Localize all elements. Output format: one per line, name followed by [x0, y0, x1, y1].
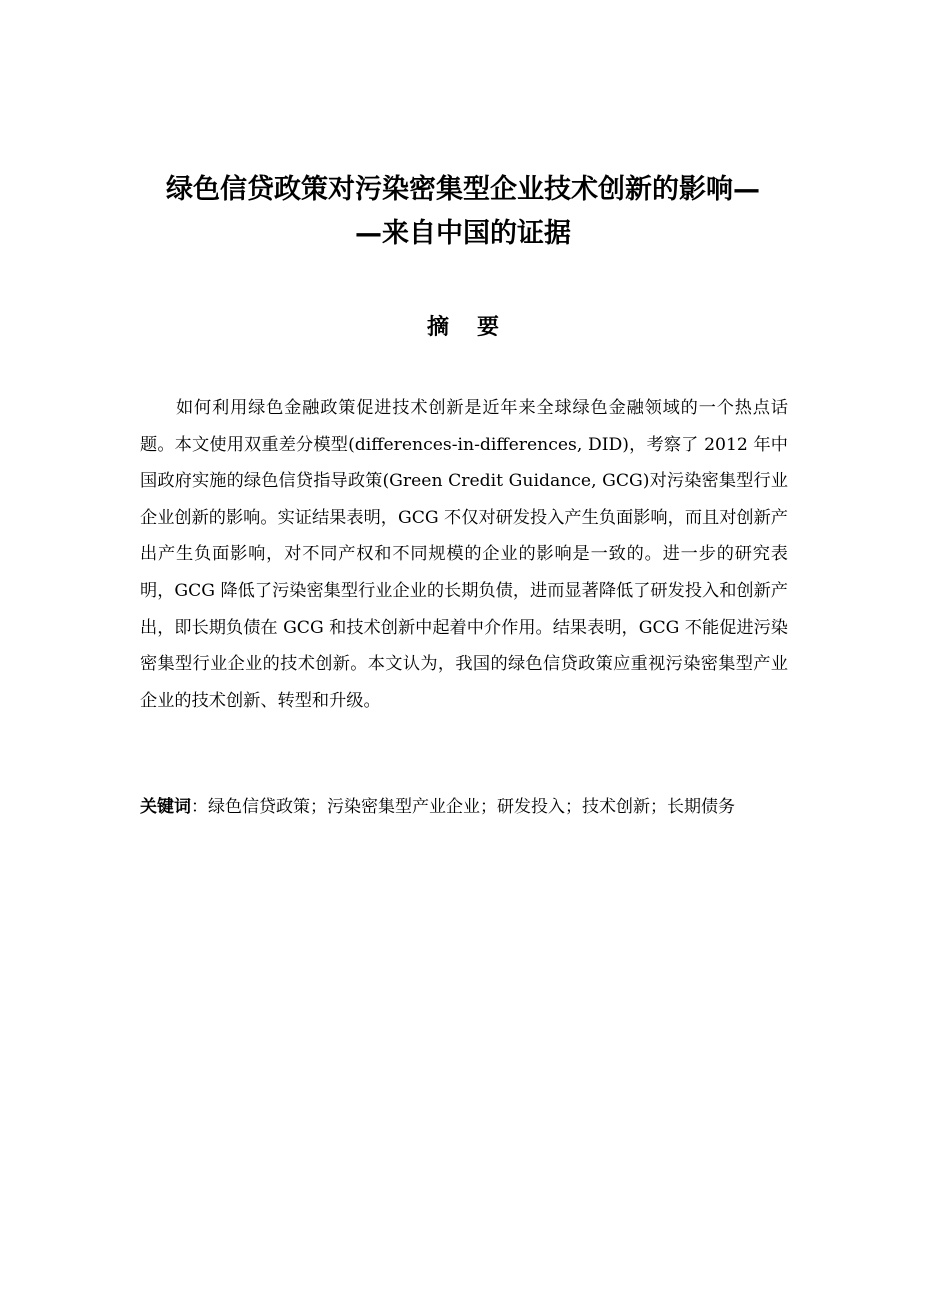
keywords-separator: ： — [191, 797, 208, 817]
keywords-list: 绿色信贷政策；污染密集型产业企业；研发投入；技术创新；长期债务 — [208, 797, 735, 817]
abstract-heading: 摘要 — [426, 315, 527, 340]
keywords-line — [140, 791, 800, 823]
keywords-label: 关键词 — [140, 797, 191, 817]
abstract-body: 如何利用绿色金融政策促进技术创新是近年来全球绿色金融领域的一个热点话题。本文使用双重差分模型(differences-in-differences, DID)，考察了 2012 年中国政府实施的绿色信贷指导政策(Green Credit Guidance, GCG)对污染密集型行业企业创新的影响。实证结果表明，GCG 不仅对研发投入产生负面影响，而且对创新产出产生负面影响，对不同产权和不同规模的企业的影响是一致的。进一步的研究表明，GCG 降低了污染密集型行业企业的长期负债，进而显著降低了研发投入和创新产出，即长期负债在 GCG 和技术创新中起着中介作用。结果表明，GCG 不能促进污染密集型行业企业的技术创新。本文认为，我国的绿色信贷政策应重视污染密集型产业企业的技术创新、转型和升级。 — [140, 398, 788, 711]
paper-title: 绿色信贷政策对污染密集型企业技术创新的影响— —来自中国的证据 — [166, 174, 760, 249]
